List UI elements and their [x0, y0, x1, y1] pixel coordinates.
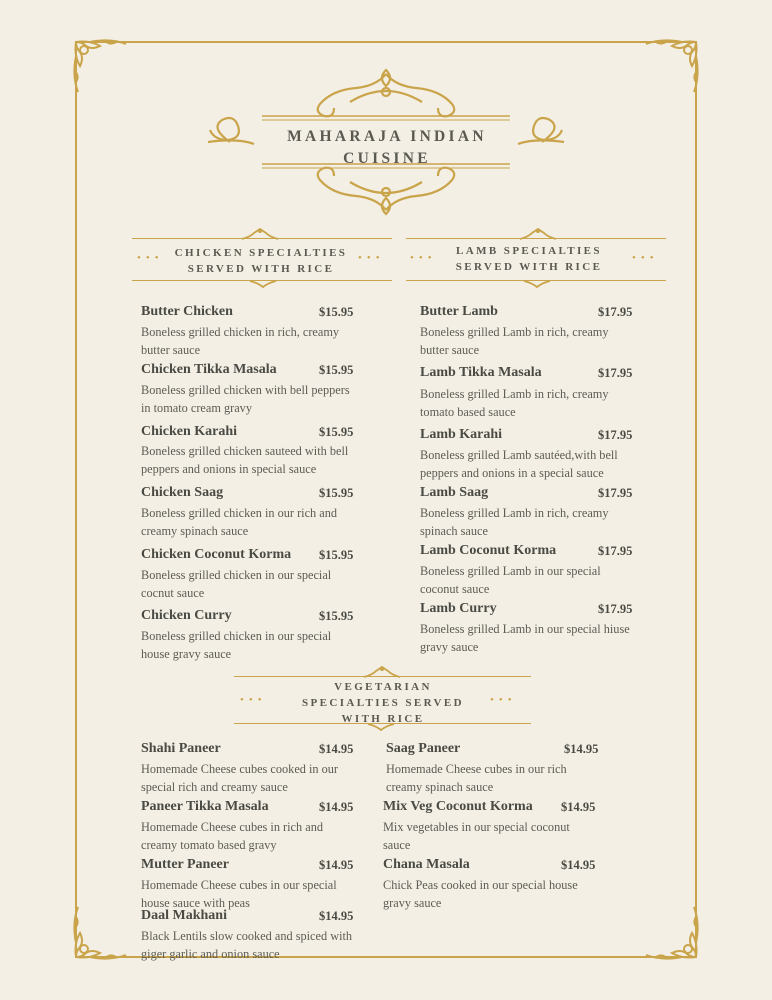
menu-item-name: Lamb Coconut Korma: [420, 543, 557, 558]
chicken-heading-line1: CHICKEN SPECIALTIES: [174, 247, 348, 259]
dots-left: •••: [240, 694, 267, 706]
menu-item-description: Homemade Cheese cubes in our rich: [386, 762, 567, 776]
veg-heading-line3: WITH RICE: [341, 713, 425, 725]
menu-item-description: Boneless grilled Lamb in our special hiuse: [420, 622, 630, 636]
dots-right: •••: [490, 694, 517, 706]
menu-item-price: $17.95: [598, 305, 633, 319]
menu-item-name: Shahi Paneer: [141, 741, 221, 756]
menu-item-price: $17.95: [598, 366, 633, 380]
menu-item-name: Lamb Curry: [420, 601, 497, 616]
menu-item-name: Lamb Tikka Masala: [420, 365, 542, 380]
menu-item-description: creamy tomato based gravy: [141, 838, 277, 852]
menu-item-description: special rich and creamy sauce: [141, 780, 288, 794]
lamb-heading-line2: SERVED WITH RICE: [455, 261, 603, 273]
veg-heading-line2: SPECIALTIES SERVED: [302, 697, 464, 709]
menu-item-description: peppers and onions in special sauce: [141, 462, 317, 476]
lamb-heading-line1: LAMB SPECIALTIES: [456, 245, 602, 257]
menu-item-name: Mutter Paneer: [141, 857, 229, 872]
restaurant-title-line2: CUISINE: [343, 150, 431, 167]
menu-item-price: $14.95: [564, 742, 599, 756]
menu-item-description: Boneless grilled chicken in our special: [141, 568, 332, 582]
menu-item-name: Chicken Karahi: [141, 424, 238, 439]
menu-item-description: butter sauce: [141, 343, 201, 357]
drop-ornament: [366, 722, 396, 732]
menu-item-description: gravy sauce: [420, 640, 479, 654]
menu-item-description: Boneless grilled Lamb in our special: [420, 564, 601, 578]
lamb-top-rule: [406, 238, 666, 239]
menu-item-description: Homemade Cheese cubes in our special: [141, 878, 337, 892]
menu-item-name: Daal Makhani: [141, 908, 227, 923]
menu-item-description: Boneless grilled chicken sauteed with bell: [141, 444, 349, 458]
menu-item-description: spinach sauce: [420, 524, 488, 538]
chicken-top-rule: [132, 238, 392, 239]
menu-item-price: $17.95: [598, 428, 633, 442]
dots-left: •••: [410, 252, 437, 264]
menu-item-description: giger garlic and onion sauce: [141, 947, 280, 961]
dots-right: •••: [632, 252, 659, 264]
menu-item-description: creamy spinach sauce: [141, 524, 249, 538]
restaurant-title-line1: MAHARAJA INDIAN: [287, 128, 487, 145]
menu-item-description: house sauce with peas: [141, 896, 250, 910]
menu-item-price: $17.95: [598, 602, 633, 616]
menu-item-price: $15.95: [319, 305, 354, 319]
menu-item-description: Mix vegetables in our special coconut: [383, 820, 570, 834]
corner-ornament-bottom-left: [70, 903, 130, 963]
menu-item-price: $15.95: [319, 363, 354, 377]
menu-item-name: Chicken Saag: [141, 485, 224, 500]
corner-ornament-top-right: [642, 36, 702, 96]
menu-item-description: sauce: [383, 838, 411, 852]
drop-ornament: [522, 279, 552, 289]
menu-item-price: $14.95: [319, 800, 354, 814]
menu-item-description: butter sauce: [420, 343, 480, 357]
menu-item-name: Chicken Tikka Masala: [141, 362, 277, 377]
menu-item-description: Boneless grilled Lamb in rich, creamy: [420, 387, 609, 401]
menu-item-price: $15.95: [319, 609, 354, 623]
menu-item-description: Boneless grilled chicken in our rich and: [141, 506, 338, 520]
menu-item-description: coconut sauce: [420, 582, 490, 596]
menu-item-name: Paneer Tikka Masala: [141, 799, 269, 814]
menu-item-name: Chana Masala: [383, 857, 470, 872]
menu-item-description: Boneless grilled chicken with bell peppers: [141, 383, 350, 397]
menu-item-description: Homemade Cheese cubes cooked in our: [141, 762, 339, 776]
dots-right: •••: [358, 252, 385, 264]
menu-item-description: in tomato cream gravy: [141, 401, 252, 415]
menu-item-price: $15.95: [319, 425, 354, 439]
menu-item-description: gravy sauce: [383, 896, 442, 910]
menu-item-description: Boneless grilled Lamb in rich, creamy: [420, 506, 609, 520]
menu-item-description: Homemade Cheese cubes in rich and: [141, 820, 323, 834]
menu-item-description: Boneless grilled chicken in rich, creamy: [141, 325, 340, 339]
menu-item-price: $14.95: [561, 800, 596, 814]
menu-item-name: Chicken Coconut Korma: [141, 547, 292, 562]
menu-item-name: Butter Chicken: [141, 304, 233, 319]
menu-item-name: Saag Paneer: [386, 741, 461, 756]
menu-item-price: $15.95: [319, 548, 354, 562]
menu-item-price: $15.95: [319, 486, 354, 500]
menu-item-price: $14.95: [561, 858, 596, 872]
menu-item-name: Lamb Saag: [420, 485, 489, 500]
menu-item-description: Boneless grilled chicken in our special: [141, 629, 332, 643]
menu-item-description: cocnut sauce: [141, 586, 205, 600]
dots-left: •••: [137, 252, 164, 264]
corner-ornament-bottom-right: [642, 903, 702, 963]
menu-item-price: $17.95: [598, 486, 633, 500]
menu-item-description: Chick Peas cooked in our special house: [383, 878, 578, 892]
menu-item-price: $14.95: [319, 909, 354, 923]
menu-item-name: Mix Veg Coconut Korma: [383, 799, 533, 814]
menu-item-name: Chicken Curry: [141, 608, 232, 623]
chicken-heading-line2: SERVED WITH RICE: [187, 263, 335, 275]
menu-item-description: house gravy sauce: [141, 647, 232, 661]
veg-top-rule: [234, 676, 531, 677]
menu-item-name: Butter Lamb: [420, 304, 498, 319]
veg-heading-line1: VEGETARIAN: [334, 681, 432, 693]
menu-item-price: $14.95: [319, 742, 354, 756]
menu-item-price: $17.95: [598, 544, 633, 558]
menu-item-price: $14.95: [319, 858, 354, 872]
menu-item-description: tomato based sauce: [420, 405, 516, 419]
menu-item-name: Lamb Karahi: [420, 427, 503, 442]
menu-item-description: Boneless grilled Lamb sautéed,with bell: [420, 448, 618, 462]
menu-item-description: creamy spinach sauce: [386, 780, 494, 794]
menu-item-description: peppers and onions in a special sauce: [420, 466, 604, 480]
menu-item-description: Boneless grilled Lamb in rich, creamy: [420, 325, 609, 339]
drop-ornament: [248, 279, 278, 289]
corner-ornament-top-left: [70, 36, 130, 96]
menu-item-description: Black Lentils slow cooked and spiced with: [141, 929, 353, 943]
